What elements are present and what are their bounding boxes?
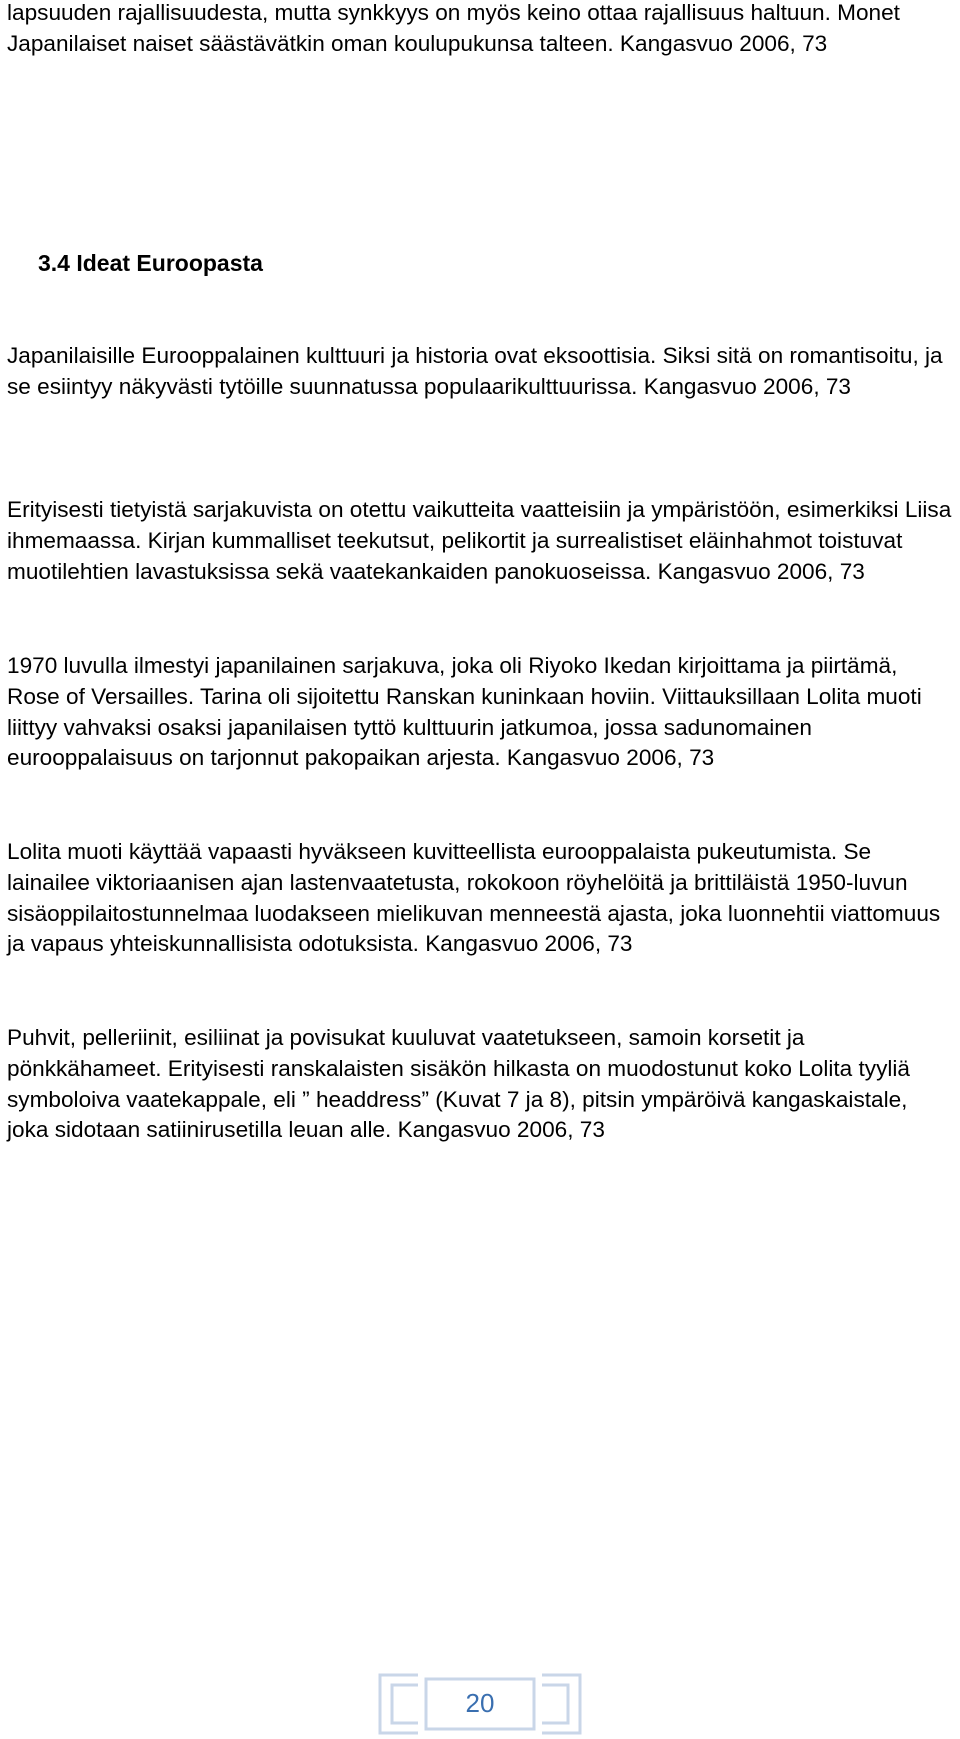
paragraph-2: Erityisesti tietyistä sarjakuvista on otettu vaikutteita vaatteisiin ja ympäristöön, esimerkiksi Liisa ihmemaassa. Kirjan kummalliset teekutsut, pelikortit ja surrealistiset eläinhahmot toistuvat muotilehtien lavastuksissa sekä vaatekankaiden panokuoseissa. Kangasvuo 2006, 73 <box>7 497 952 584</box>
paragraph-1: Japanilaisille Eurooppalainen kulttuuri ja historia ovat eksoottisia. Siksi sitä on romantisoitu, ja se esiintyy näkyvästi tytöille suunnatussa populaarikulttuurissa. Kangasvuo 2006, 73 <box>7 343 943 399</box>
paragraph-4: Lolita muoti käyttää vapaasti hyväkseen kuvitteellista eurooppalaista pukeutumista. Se lainailee viktoriaanisen ajan lastenvaatetusta, rokokoon röyhelöitä ja brittiläistä 1950-luvun sisäoppilaitostunnelmaa luodakseen mielikuvan menneestä ajasta, joka luonnehtii viattomuus ja vapaus yhteiskunnallisista odotuksista. Kangasvuo 2006, 73 <box>7 839 941 957</box>
page-number-footer <box>372 1671 588 1737</box>
paragraph-5: Puhvit, pelleriinit, esiliinat ja povisukat kuuluvat vaatetukseen, samoin korsetit ja pönkkähameet. Erityisesti ranskalaisten sisäkön hilkasta on muodostunut koko Lolita tyyliä symboloiva vaatekappale, eli ” headdress” (Kuvat 7 ja 8), pitsin ympäröivä kangaskaistale, joka sidotaan satiinirusetilla leuan alle. Kangasvuo 2006, 73 <box>7 1025 910 1143</box>
intro-paragraph: lapsuuden rajallisuudesta, mutta synkkyys on myös keino ottaa rajallisuus haltuun. Monet Japanilaiset naiset säästävätkin oman koulupukunsa talteen. Kangasvuo 2006, 73 <box>7 0 900 56</box>
paragraph-3: 1970 luvulla ilmestyi japanilainen sarjakuva, joka oli Riyoko Ikedan kirjoittama ja piirtämä, Rose of Versailles. Tarina oli sijoitettu Ranskan kuninkaan hoviin. Viittauksillaan Lolita muoti liittyy vahvaksi osaksi japanilaisen tyttö kulttuurin jatkumoa, jossa sadunomainen eurooppalaisuus on tarjonnut pakopaikan arjesta. Kangasvuo 2006, 73 <box>7 653 922 771</box>
page-number: 20 <box>465 1688 495 1718</box>
section-heading: 3.4 Ideat Euroopasta <box>38 250 263 276</box>
